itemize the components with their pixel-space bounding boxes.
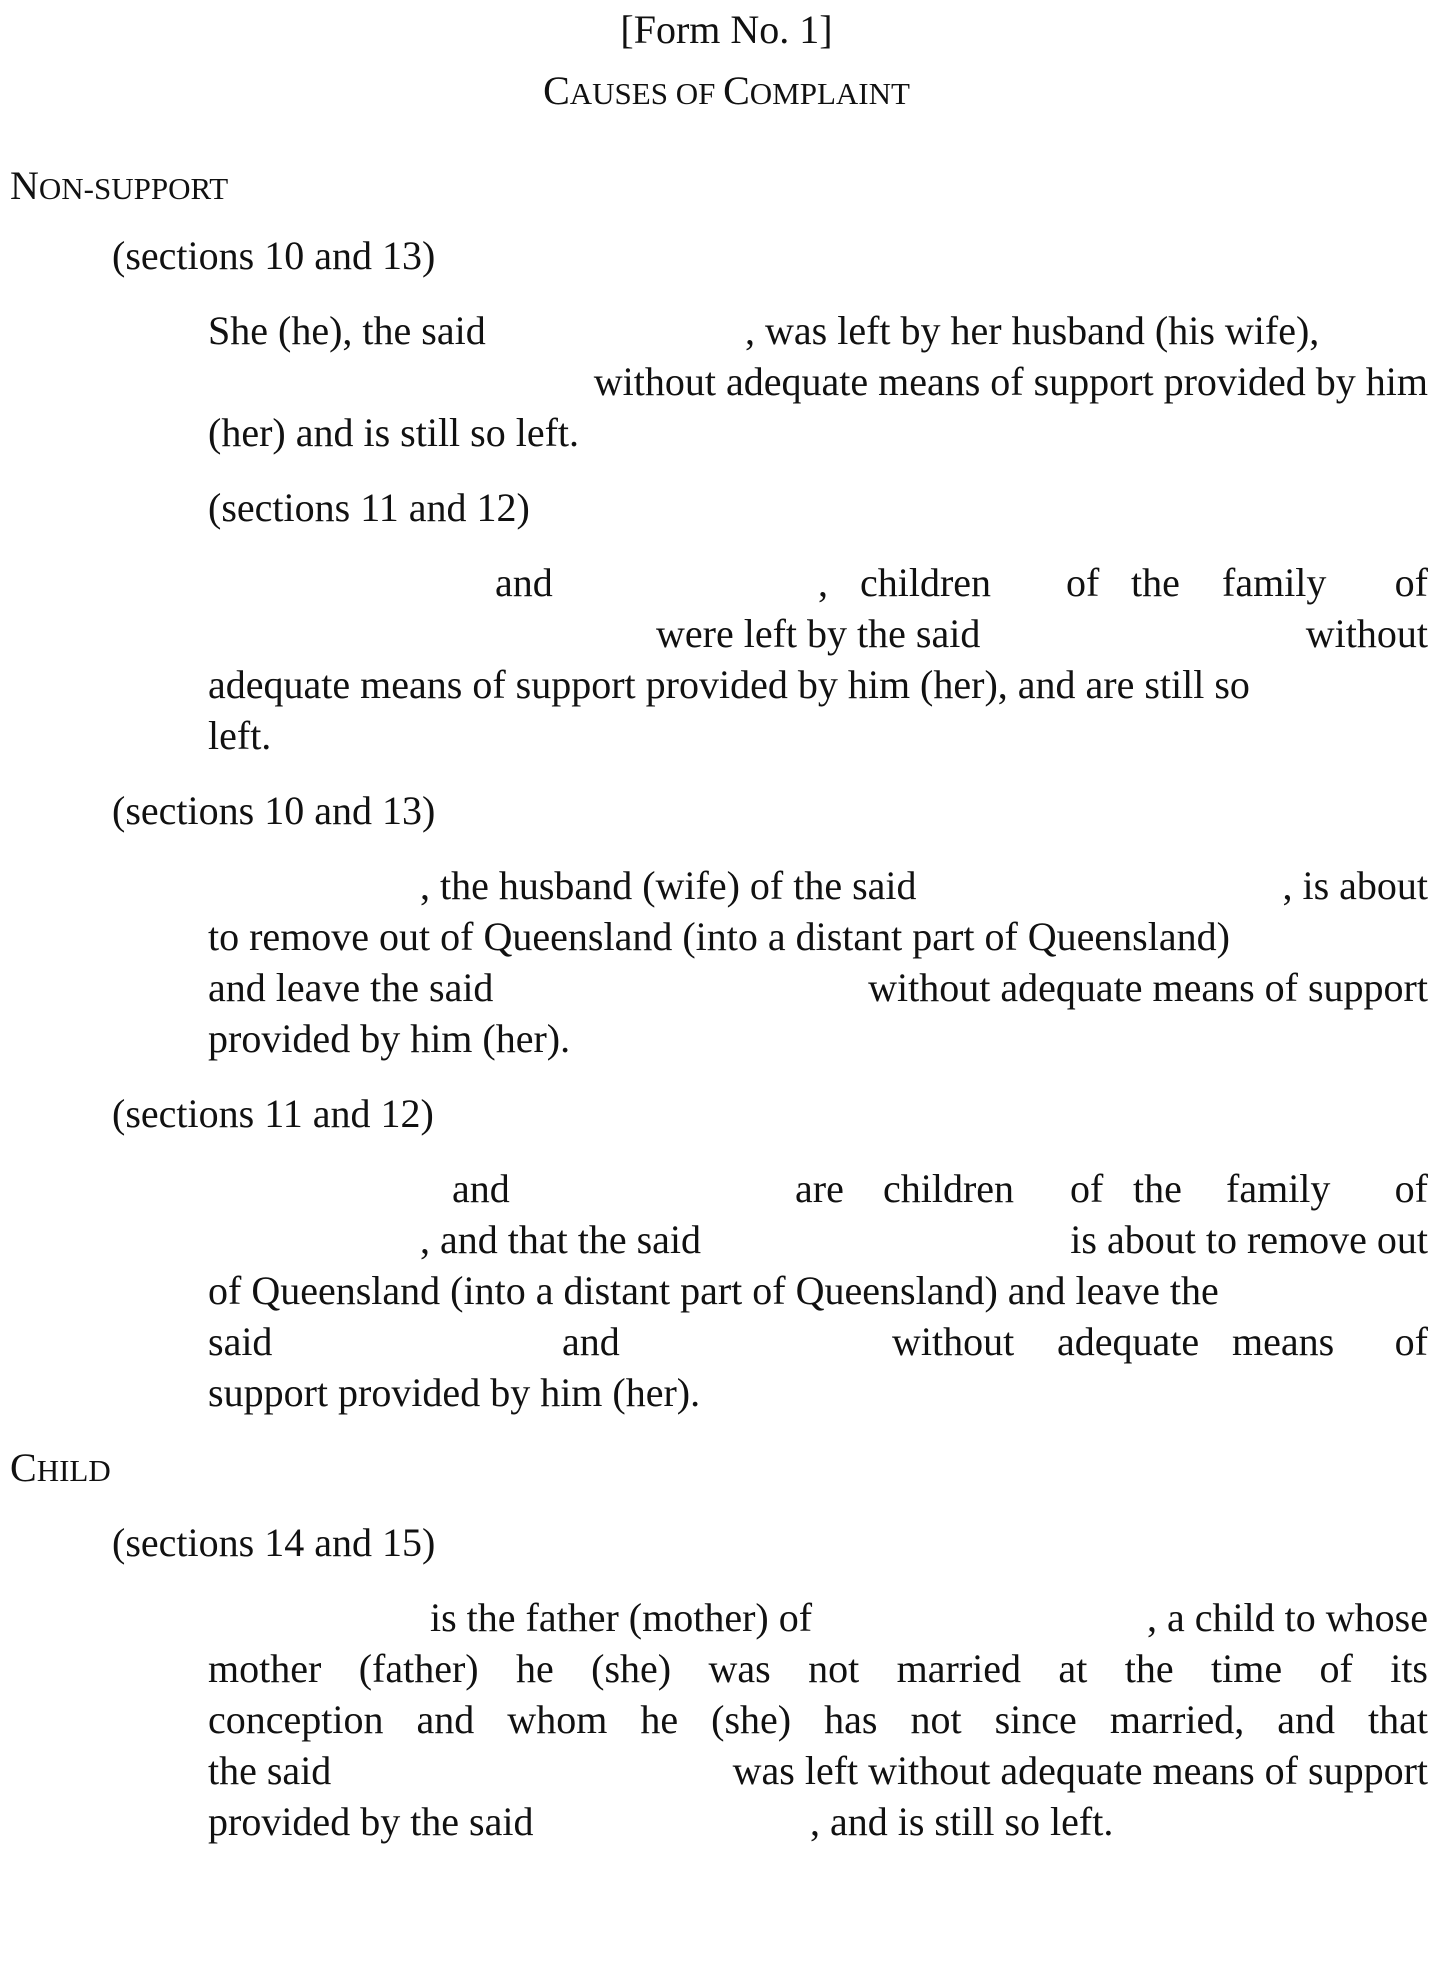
p1-line2: without adequate means of support provided by him [593, 359, 1428, 404]
p2-word-and: and [495, 560, 553, 605]
p4-word: are [795, 1166, 844, 1211]
p4-line2-start: , and that the said [420, 1217, 702, 1262]
p2-word: the [1131, 560, 1180, 605]
heading-cap: N [10, 163, 39, 208]
c1-line4-start: the said [208, 1748, 332, 1793]
p4-word-and: and [452, 1166, 510, 1211]
section-reference: (sections 11 and 12) [112, 1091, 434, 1136]
c1-line3: conception and whom he (she) has not since married, and that [208, 1697, 1428, 1742]
p1-line1-end: , was left by her husband (his wife), [745, 308, 1320, 353]
p4-word-said: said [208, 1319, 273, 1364]
p4-word: of [1070, 1166, 1104, 1211]
p4-line2-end: is about to remove out [1070, 1217, 1428, 1262]
p1-line3: (her) and is still so left. [208, 410, 580, 455]
form-number: [Form No. 1] [620, 7, 833, 52]
p4-word: of [1394, 1319, 1428, 1364]
p2-word: of [1394, 560, 1428, 605]
heading-child [10, 1442, 111, 1496]
p1-line1-start: She (he), the said [208, 308, 486, 353]
c1-line1-end: , a child to whose [1146, 1595, 1428, 1640]
p2-word: of [1066, 560, 1100, 605]
section-reference: (sections 10 and 13) [112, 788, 436, 833]
p2-word: family [1222, 560, 1327, 605]
p3-line2: to remove out of Queensland (into a distant part of Queensland) [208, 914, 1230, 959]
c1-line2: mother (father) he (she) was not married at the time of its [208, 1646, 1428, 1691]
p3-line4: provided by him (her). [208, 1016, 571, 1061]
title-rest-1: AUSES OF [569, 76, 724, 111]
heading-non-support [10, 160, 228, 214]
heading-rest: HILD [36, 1453, 111, 1488]
p2-line2-end: without [1305, 611, 1428, 656]
title-cap-2: C [723, 68, 750, 113]
p4-line3: of Queensland (into a distant part of Queensland) and leave the [208, 1268, 1219, 1313]
title-cap-1: C [543, 68, 570, 113]
p2-line3: adequate means of support provided by him (her), and are still so [208, 662, 1250, 707]
p4-word: adequate [1057, 1319, 1200, 1364]
p4-word: without [892, 1319, 1015, 1364]
p2-comma: , [818, 560, 828, 605]
c1-line4-end: was left without adequate means of support [732, 1748, 1428, 1793]
c1-line5-end: , and is still so left. [810, 1799, 1114, 1844]
title-rest-2: OMPLAINT [749, 76, 910, 111]
p4-word: means [1232, 1319, 1335, 1364]
p2-word: children [860, 560, 992, 605]
p3-line1-start: , the husband (wife) of the said [420, 863, 917, 908]
section-reference: (sections 11 and 12) [208, 485, 530, 530]
p2-line4: left. [208, 713, 272, 758]
section-reference: (sections 14 and 15) [112, 1520, 436, 1565]
p2-line2-start: were left by the said [656, 611, 981, 656]
heading-cap: C [10, 1445, 37, 1490]
p4-word: children [883, 1166, 1015, 1211]
c1-line1-start: is the father (mother) of [430, 1595, 813, 1640]
c1-line5-start: provided by the said [208, 1799, 534, 1844]
p4-word-and: and [562, 1319, 620, 1364]
p4-line5: support provided by him (her). [208, 1370, 701, 1415]
p4-word: the [1133, 1166, 1182, 1211]
p4-word: family [1226, 1166, 1331, 1211]
p3-line1-end: , is about [1282, 863, 1428, 908]
p3-line3-end: without adequate means of support [868, 965, 1428, 1010]
document-title [0, 65, 1453, 119]
p4-word: of [1394, 1166, 1428, 1211]
p3-line3-start: and leave the said [208, 965, 494, 1010]
heading-rest: ON-SUPPORT [38, 171, 229, 206]
section-reference: (sections 10 and 13) [112, 233, 436, 278]
